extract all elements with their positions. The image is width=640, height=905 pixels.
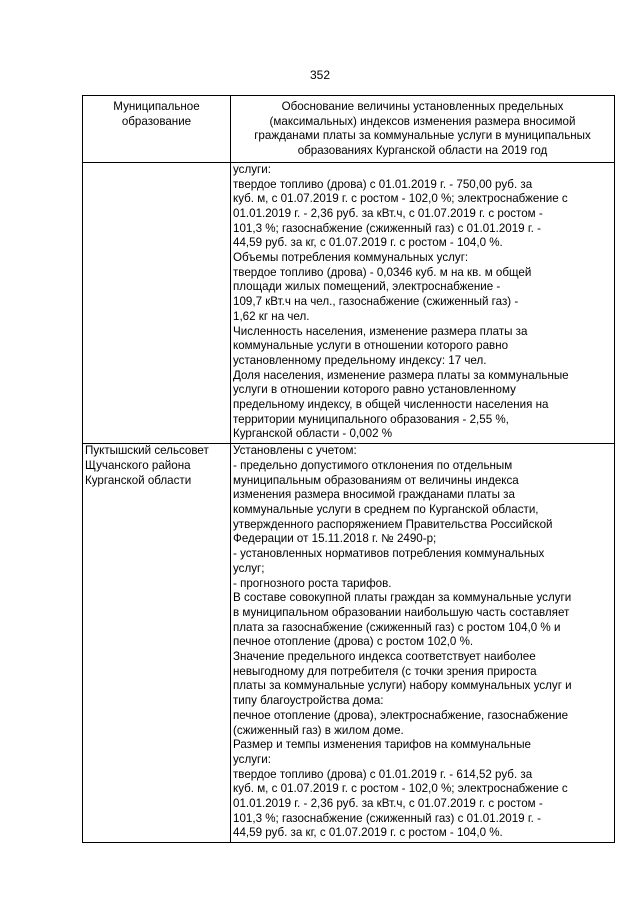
page-number: 352 <box>309 68 331 82</box>
table-row <box>83 444 615 843</box>
municipality-name: Пуктышский сельсовет Щучанского района Курганской области <box>85 444 209 487</box>
municipality-cell <box>83 444 231 843</box>
justification-paragraph: Численность населения, изменение размера платы за коммунальные услуги в отношении которого равно установленному предельному индексу: 17 чел. <box>233 324 528 367</box>
table-row <box>83 162 615 443</box>
header-justification-text: Обоснование величины установленных предельных (максимальных) индексов изменения размера вносимой гражданами платы за коммунальные услуги в муниципальных образованиях Курганской области на 2019 год <box>254 100 591 158</box>
justification-paragraph: услуги: твердое топливо (дрова) с 01.01.2019 г. - 750,00 руб. за куб. м, с 01.07.2019 г. с ростом - 102,0 %; электроснабжение с 01.01.2019 г. - 2,36 руб. за кВт.ч, с 01.07.2019 г. с ростом - 101,3 %; газоснабжение (сжиженный газ) с 01.01.2019 г. - 44,59 руб. за кг, с 01.07.2019 г. с ростом - 104,0 %. <box>233 162 568 250</box>
table-header-row <box>83 96 615 163</box>
justification-paragraph: В составе совокупной платы граждан за коммунальные услуги в муниципальном образовании наибольшую часть составляет плата за газоснабжение (сжиженный газ) с ростом 104,0 % и печное отопление (дрова) с ростом 102,0 %. <box>233 591 572 649</box>
justification-paragraph: Объемы потребления коммунальных услуг: твердое топливо (дрова) - 0,0346 куб. м на кв. м общей площади жилых помещений, электроснабжение - 109,7 кВт.ч на чел., газоснабжение (сжиженный газ) - 1,62 кг на чел. <box>233 251 532 323</box>
header-justification <box>231 96 615 163</box>
header-municipality <box>83 96 231 163</box>
municipality-cell <box>83 162 231 443</box>
justification-paragraph: Размер и темпы изменения тарифов на коммунальные услуги: твердое топливо (дрова) с 01.01.2019 г. - 614,52 руб. за куб. м, с 01.07.2019 г. с ростом - 102,0 %; электроснабжение с 01.01.2019 г. - 2,36 руб. за кВт.ч, с 01.07.2019 г. с ростом - 101,3 %; газоснабжение (сжиженный газ) с 01.01.2019 г. - 44,59 руб. за кг, с 01.07.2019 г. с ростом - 104,0 %. <box>233 738 568 840</box>
justification-paragraph: Установлены с учетом: - предельно допустимого отклонения по отдельным муниципальным образованиям от величины индекса изменения размера вносимой гражданами платы за коммунальные услуги в среднем по Курганской области, утвержденного распоряжением Правительства Российской Федерации от 15.11.2018 г. № 2490-р; - установленных нормативов потребления коммунальных услуг; - прогнозного роста тарифов. <box>233 444 553 590</box>
header-municipality-text: Муниципальное образование <box>113 100 200 128</box>
justification-paragraph: Доля населения, изменение размера платы за коммунальные услуги в отношении которого равно установленному предельному индексу, в общей численности населения на территории муниципального образования - 2,55 %, Курганской области - 0,002 % <box>233 368 569 441</box>
justification-paragraph: Значение предельного индекса соответствует наиболее невыгодному для потребителя (с точки зрения прироста платы за коммунальные услуги) набору коммунальных услуг и типу благоустройства дома: печное отопление (дрова), электроснабжение, газоснабжение (сжиженный газ) в жилом доме. <box>233 650 572 737</box>
justification-cell <box>231 162 615 443</box>
justification-cell <box>231 444 615 843</box>
justification-table <box>82 95 615 843</box>
